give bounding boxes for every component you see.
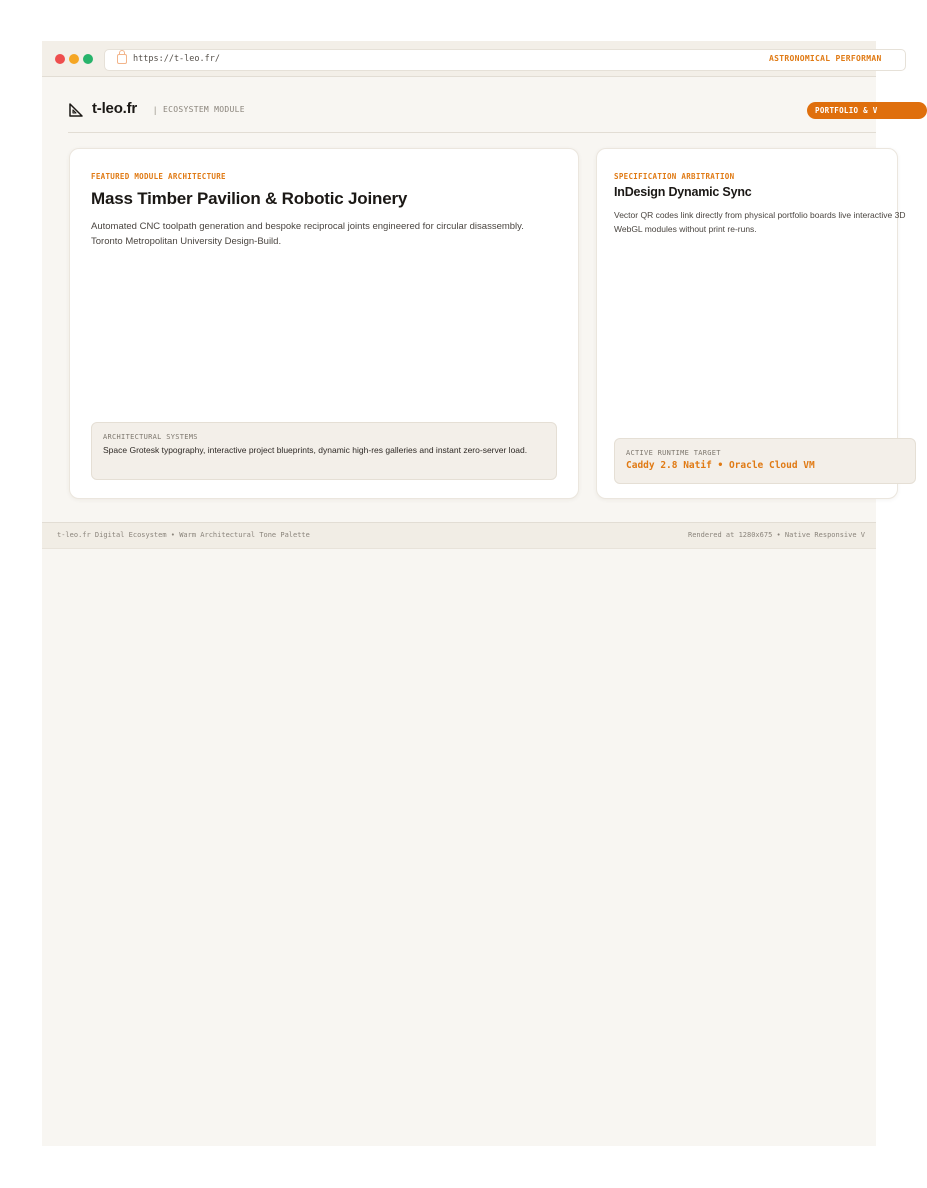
card-title: Mass Timber Pavilion & Robotic Joinery (91, 189, 408, 208)
card-eyebrow: FEATURED MODULE ARCHITECTURE (91, 172, 226, 181)
set-square-icon (68, 102, 84, 118)
card-eyebrow: SPECIFICATION ARBITRATION (614, 172, 735, 181)
screenshot-frame (42, 41, 906, 1146)
info-label: ACTIVE RUNTIME TARGET (626, 449, 721, 457)
url-text[interactable]: https://t-leo.fr/ (133, 54, 220, 64)
site-header (68, 98, 876, 133)
portfolio-pill-button[interactable]: PORTFOLIO & V (807, 102, 927, 119)
window-minimize-button[interactable] (69, 54, 79, 64)
footer-right-text: Rendered at 1280x675 • Native Responsive V (688, 531, 866, 539)
runtime-target-value: Caddy 2.8 Natif • Oracle Cloud VM (626, 460, 815, 471)
card-title: InDesign Dynamic Sync (614, 185, 752, 199)
card-description: Vector QR codes link directly from physical portfolio boards live interactive 3D WebGL modules without print re-runs. (614, 210, 906, 234)
info-text: Space Grotesk typography, interactive project blueprints, dynamic high-res galleries and instant zero-server load. (103, 445, 528, 455)
address-bar[interactable] (104, 49, 906, 71)
card-description: Automated CNC toolpath generation and bespoke reciprocal joints engineered for circular disassembly. Toronto Metropolitan University Design-Build. (91, 221, 524, 247)
page-footer (42, 522, 876, 549)
featured-module-card[interactable] (69, 148, 579, 499)
info-label: ARCHITECTURAL SYSTEMS (103, 433, 198, 441)
window-close-button[interactable] (55, 54, 65, 64)
brand-subtitle: ECOSYSTEM MODULE (163, 105, 245, 114)
architectural-systems-box (91, 422, 557, 480)
browser-chrome (42, 41, 882, 77)
window-maximize-button[interactable] (83, 54, 93, 64)
runtime-target-box (614, 438, 916, 484)
specification-card[interactable] (596, 148, 906, 499)
brand-logo-text[interactable]: t-leo.fr (92, 100, 138, 117)
brand-separator: | (154, 105, 157, 115)
footer-left-text: t-leo.fr Digital Ecosystem • Warm Architectural Tone Palette (57, 531, 310, 539)
lock-icon (117, 54, 127, 64)
performance-label: ASTRONOMICAL PERFORMAN (769, 54, 882, 63)
